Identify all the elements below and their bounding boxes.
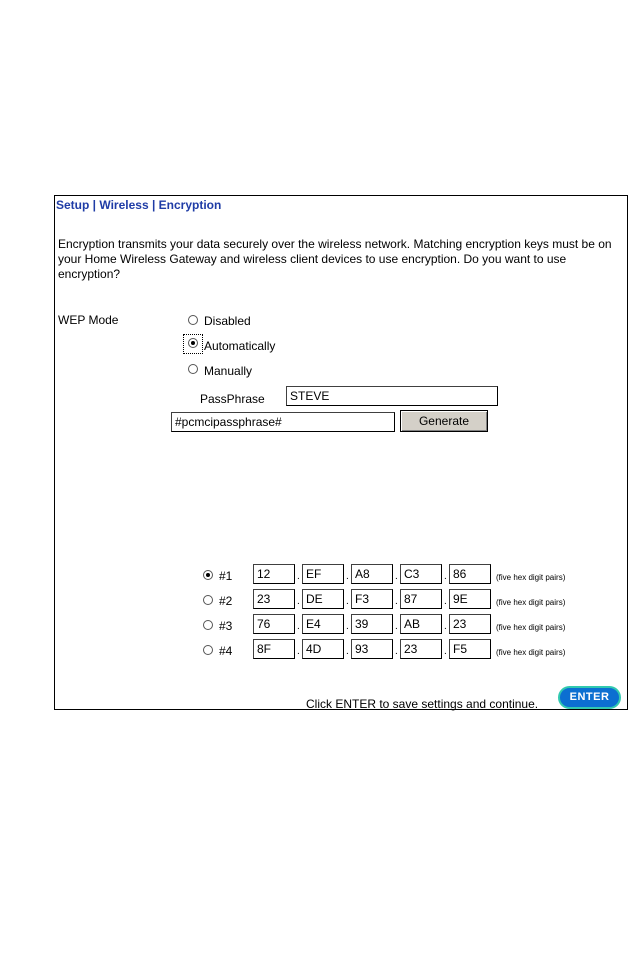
- key-hex-pair-input[interactable]: [400, 589, 442, 609]
- footer-instruction: Click ENTER to save settings and continue.: [306, 697, 539, 711]
- key-hex-pair-input[interactable]: [302, 564, 344, 584]
- radio-circle-icon: [188, 364, 198, 374]
- passphrase-label: PassPhrase: [200, 392, 265, 406]
- radio-circle-icon: [188, 315, 198, 325]
- key-hex-pair-input[interactable]: [253, 589, 295, 609]
- hex-separator: .: [297, 596, 300, 607]
- key-hex-pair-input[interactable]: [253, 639, 295, 659]
- key-format-hint: (five hex digit pairs): [496, 598, 566, 607]
- hex-separator: .: [346, 646, 349, 657]
- enter-button[interactable]: ENTER: [558, 686, 621, 709]
- key-number-label: #1: [219, 569, 233, 583]
- key-hex-pair-input[interactable]: [449, 639, 491, 659]
- wep-key-row: [55, 589, 627, 611]
- key-format-hint: (five hex digit pairs): [496, 648, 566, 657]
- key-hex-pair-input[interactable]: [449, 564, 491, 584]
- key-hex-pair-input[interactable]: [351, 564, 393, 584]
- hex-separator: .: [395, 646, 398, 657]
- key-hex-pair-input[interactable]: [400, 639, 442, 659]
- wep-automatically-label[interactable]: Automatically: [204, 339, 276, 353]
- hex-separator: .: [346, 621, 349, 632]
- encryption-description: Encryption transmits your data securely over the wireless network. Matching encryption keys must be on your Home Wireless Gateway and wireless client devices to use encryption. Do you want to use encryption?: [58, 237, 612, 281]
- wep-key-row: [55, 614, 627, 636]
- encryption-panel: [54, 195, 628, 710]
- hex-separator: .: [346, 596, 349, 607]
- key-hex-pair-input[interactable]: [351, 589, 393, 609]
- breadcrumb[interactable]: Setup | Wireless | Encryption: [56, 198, 222, 212]
- hex-separator: .: [395, 596, 398, 607]
- hex-separator: .: [444, 571, 447, 582]
- key-number-label: #3: [219, 619, 233, 633]
- key-hex-pair-input[interactable]: [400, 614, 442, 634]
- hex-separator: .: [346, 571, 349, 582]
- key-hex-pair-input[interactable]: [449, 589, 491, 609]
- hex-separator: .: [297, 621, 300, 632]
- wep-disabled-radio[interactable]: [188, 315, 198, 325]
- passphrase-input[interactable]: [286, 386, 498, 406]
- key-format-hint: (five hex digit pairs): [496, 573, 566, 582]
- key-hex-pair-input[interactable]: [302, 589, 344, 609]
- hex-separator: .: [297, 646, 300, 657]
- hex-separator: .: [395, 571, 398, 582]
- wep-automatically-radio-focus[interactable]: [183, 334, 203, 354]
- hex-separator: .: [444, 596, 447, 607]
- generate-button[interactable]: Generate: [400, 410, 488, 432]
- wep-disabled-label[interactable]: Disabled: [204, 314, 251, 328]
- wep-key-row: [55, 639, 627, 661]
- key-hex-pair-input[interactable]: [449, 614, 491, 634]
- key-hex-pair-input[interactable]: [253, 564, 295, 584]
- wep-manually-label[interactable]: Manually: [204, 364, 253, 378]
- wep-key-row: [55, 564, 627, 586]
- key-hex-pair-input[interactable]: [302, 614, 344, 634]
- key-hex-pair-input[interactable]: [253, 614, 295, 634]
- hex-separator: .: [395, 621, 398, 632]
- wep-manually-radio[interactable]: [188, 364, 198, 374]
- key-number-label: #2: [219, 594, 233, 608]
- key-hex-pair-input[interactable]: [302, 639, 344, 659]
- key-radio-icon[interactable]: [203, 595, 213, 605]
- wep-keys-list: [55, 564, 627, 664]
- pcmci-passphrase-field[interactable]: [171, 412, 395, 432]
- wep-mode-label: WEP Mode: [58, 313, 119, 327]
- key-format-hint: (five hex digit pairs): [496, 623, 566, 632]
- key-hex-pair-input[interactable]: [351, 639, 393, 659]
- radio-selected-icon: [188, 338, 198, 348]
- hex-separator: .: [297, 571, 300, 582]
- key-radio-icon[interactable]: [203, 645, 213, 655]
- key-radio-selected-icon[interactable]: [203, 570, 213, 580]
- key-hex-pair-input[interactable]: [400, 564, 442, 584]
- hex-separator: .: [444, 621, 447, 632]
- key-hex-pair-input[interactable]: [351, 614, 393, 634]
- hex-separator: .: [444, 646, 447, 657]
- key-radio-icon[interactable]: [203, 620, 213, 630]
- key-number-label: #4: [219, 644, 233, 658]
